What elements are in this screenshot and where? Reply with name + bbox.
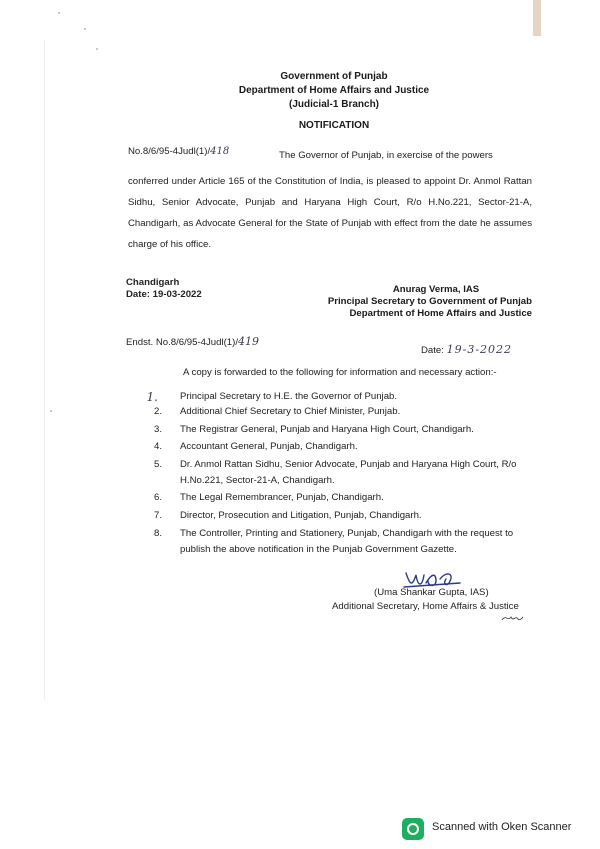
signatory-designation: Principal Secretary to Government of Punjab bbox=[327, 296, 532, 307]
header-branch: (Judicial-1 Branch) bbox=[288, 99, 380, 110]
scanner-watermark-label: Scanned with Oken Scanner bbox=[432, 821, 572, 833]
notification-number: No.8/6/95-4Judl(1)/ bbox=[128, 146, 211, 157]
issue-date: Date: 19-03-2022 bbox=[126, 289, 202, 300]
recipient-number: 6. bbox=[153, 492, 162, 503]
notification-body: conferred under Article 165 of the Constitution of India, is pleased to appoint Dr. Anmol Rattan Sidhu, Senior Advocate, Punjab and Haryana High Court, R/o H.No.221, Sector-21-A, Chandigarh, as Advocate General for the State of Punjab with effect from the date he assumes charge of his office. bbox=[128, 176, 532, 250]
recipient-number: 2. bbox=[153, 406, 162, 417]
signatory-department: Department of Home Affairs and Justice bbox=[349, 308, 532, 319]
place: Chandigarh bbox=[126, 277, 180, 288]
scan-edge-line bbox=[533, 0, 541, 36]
recipient-number: 3. bbox=[153, 424, 162, 435]
recipient-number: 5. bbox=[153, 459, 162, 470]
signatory-2-designation: Additional Secretary, Home Affairs & Justice bbox=[332, 601, 519, 612]
scan-edge-line bbox=[44, 40, 45, 700]
notification-number-handwritten: 418 bbox=[210, 146, 230, 157]
header-department: Department of Home Affairs and Justice bbox=[238, 85, 430, 96]
recipient-text: Additional Chief Secretary to Chief Minister, Punjab. bbox=[180, 406, 401, 417]
handwritten-initials bbox=[500, 612, 524, 624]
recipient-number: 1. bbox=[146, 390, 158, 404]
scan-speck bbox=[84, 28, 86, 30]
endorsement-number-line bbox=[126, 331, 259, 353]
endorsement-intro: A copy is forwarded to the following for information and necessary action:- bbox=[183, 367, 497, 378]
recipient-number: 7. bbox=[153, 510, 162, 521]
signatory-block-1 bbox=[300, 284, 532, 320]
scan-speck bbox=[96, 48, 98, 50]
recipient-text: The Controller, Printing and Stationery, Punjab, Chandigarh with the request to publish the above notification in the Punjab Government Gazette. bbox=[180, 528, 514, 555]
scanner-watermark bbox=[402, 817, 594, 841]
endorsement-date-label: Date: bbox=[421, 345, 444, 356]
scan-speck bbox=[50, 410, 52, 412]
notification-title: NOTIFICATION bbox=[298, 120, 370, 131]
recipient-text: Director, Prosecution and Litigation, Punjab, Chandigarh. bbox=[180, 510, 422, 521]
recipient-text: The Registrar General, Punjab and Haryana High Court, Chandigarh. bbox=[180, 424, 474, 435]
scan-speck bbox=[58, 12, 60, 14]
signatory-name: Anurag Verma, IAS bbox=[392, 284, 480, 295]
endorsement-number: Endst. No.8/6/95-4Judl(1)/ bbox=[126, 337, 238, 348]
recipient-text: Accountant General, Punjab, Chandigarh. bbox=[180, 441, 358, 452]
signatory-2-name: (Uma Shankar Gupta, IAS) bbox=[374, 587, 489, 598]
endorsement-number-handwritten: 419 bbox=[238, 335, 259, 348]
header-government: Government of Punjab bbox=[280, 71, 388, 82]
endorsement-date-line bbox=[421, 339, 512, 361]
recipient-number: 8. bbox=[153, 528, 162, 539]
recipient-number: 4. bbox=[153, 441, 162, 452]
recipient-text: Principal Secretary to H.E. the Governor of Punjab. bbox=[180, 391, 398, 402]
recipient-text: The Legal Remembrancer, Punjab, Chandigarh. bbox=[180, 492, 384, 503]
recipient-text: Dr. Anmol Rattan Sidhu, Senior Advocate, Punjab and Haryana High Court, R/o H.No.221, Sector-21-A, Chandigarh. bbox=[180, 459, 517, 486]
notification-number-line bbox=[128, 141, 268, 162]
notification-body-first: The Governor of Punjab, in exercise of the powers bbox=[279, 150, 493, 161]
endorsement-date-handwritten: 19-3-2022 bbox=[446, 343, 513, 356]
oken-scanner-logo-icon bbox=[402, 818, 424, 840]
